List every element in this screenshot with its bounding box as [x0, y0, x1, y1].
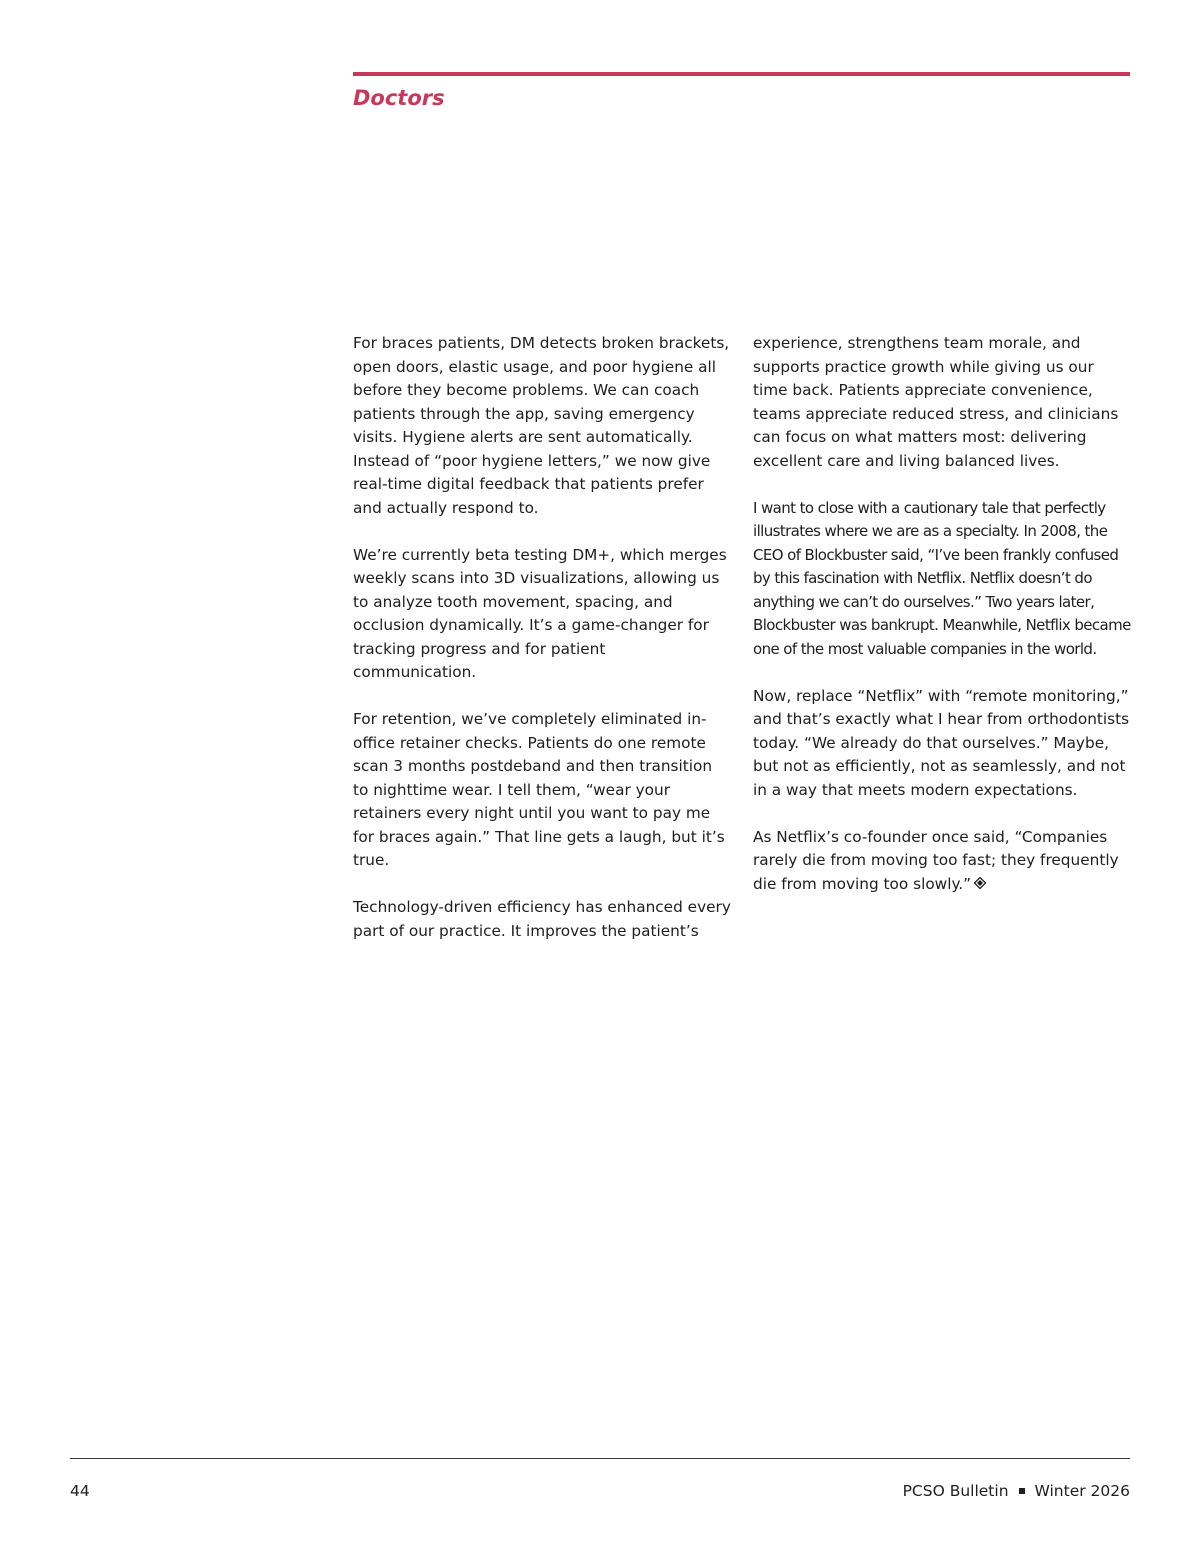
diamond-end-mark-icon [974, 877, 986, 889]
article-left-column [353, 332, 731, 967]
closing-paragraph-text: As Netflix’s co-founder once said, “Companies rarely die from moving too fast; they frequently die from moving too slowly.” [753, 827, 1119, 893]
publication-name: PCSO Bulletin [902, 1482, 1009, 1500]
paragraph: For braces patients, DM detects broken brackets, open doors, elastic usage, and poor hygiene all before they become problems. We can coach patients through the app, saving emergency visits. Hygiene alerts are sent automatically. Instead of “poor hygiene letters,” we now give real-time digital feedback that patients prefer and actually respond to. [353, 334, 730, 517]
paragraph: For retention, we’ve completely eliminated in-office retainer checks. Patients do one remote scan 3 months postdeband and then transition to nighttime wear. I tell them, “wear your retainers every night until you want to pay me for braces again.” That line gets a laugh, but it’s true. [353, 710, 725, 869]
running-footer [903, 1481, 1130, 1501]
paragraph: experience, strengthens team morale, and supports practice growth while giving us our time back. Patients appreciate convenience, teams appreciate reduced stress, and clinicians can focus on what matters most: delivering excellent care and living balanced lives. [753, 334, 1119, 470]
paragraph: Now, replace “Netflix” with “remote monitoring,” and that’s exactly what I hear from orthodontists today. “We already do that ourselves.” Maybe, but not as efficiently, not as seamlessly, and not in a way that meets modern expectations. [753, 686, 1130, 799]
section-title: Doctors [353, 86, 445, 110]
closing-paragraph [753, 826, 1131, 897]
square-bullet-icon [1019, 1488, 1025, 1494]
footer-rule [70, 1458, 1130, 1459]
issue-date: Winter 2026 [1034, 1482, 1130, 1500]
article-right-column [753, 332, 1131, 920]
paragraph: Technology-driven efficiency has enhanced every part of our practice. It improves the patient’s [353, 898, 731, 940]
paragraph: We’re currently beta testing DM+, which merges weekly scans into 3D visualizations, allowing us to analyze tooth movement, spacing, and occlusion dynamically. It’s a game-changer for tracking progress and for patient communication. [353, 545, 727, 681]
header-rule [353, 72, 1130, 76]
paragraph: I want to close with a cautionary tale that perfectly illustrates where we are as a specialty. In 2008, the CEO of Blockbuster said, “I’ve been frankly confused by this fascination with Netflix. Netflix doesn’t do anything we can’t do ourselves.” Two years later, Blockbuster was bankrupt. Meanwhile, Netflix became one of the most valuable companies in the world. [753, 498, 1131, 658]
page-number: 44 [70, 1482, 90, 1500]
